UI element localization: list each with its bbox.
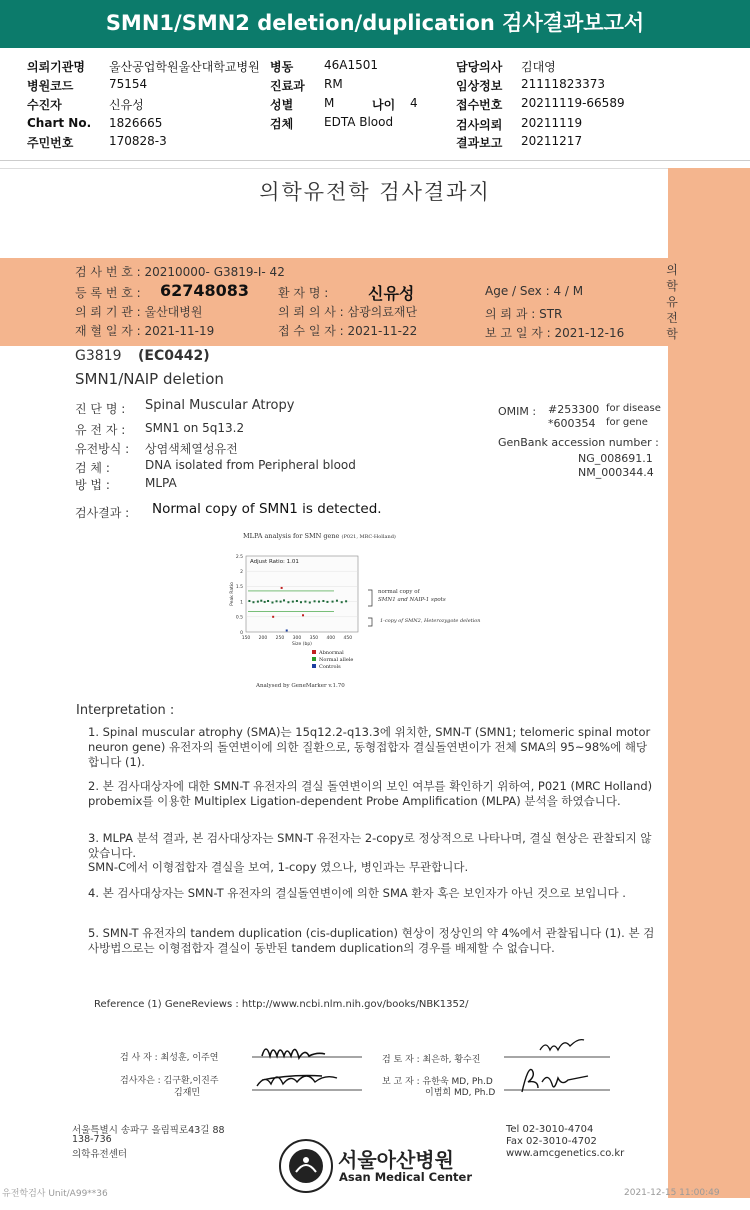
tel: Tel 02-3010-4704 [506, 1124, 594, 1135]
data-point [283, 599, 285, 601]
dx-label: 진 단 명 : [75, 402, 126, 416]
header-value: 신유성 [109, 98, 144, 112]
dept: 의 뢰 과 : STR [485, 307, 563, 321]
interp-title: Interpretation : [76, 703, 175, 718]
legend-item [312, 657, 353, 664]
address-1: 서울특별시 송파구 올림픽로43길 88 [72, 1125, 225, 1136]
figure-credit: Analysed by GeneMarker v.1.70 [256, 683, 345, 689]
y-tick-label: 1.5 [235, 585, 243, 591]
interp-para-5: 5. SMN-T 유전자의 tandem duplication (cis-duplication) 현상이 정상인의 약 4%에서 관찰됩니다 (1). 본 검사방법으로는 이형접합자 결실이 동반된 tandem duplication의 경우를 배제할 수 없습니다. [88, 926, 655, 955]
legend-swatch [312, 650, 316, 654]
adjust-ratio: Adjust Ratio: 1.01 [250, 559, 299, 565]
header-label: 임상정보 [456, 79, 503, 93]
test-code2: (EC0442) [138, 348, 210, 364]
report-banner: SMN1/SMN2 deletion/duplication 검사결과보고서 [0, 0, 750, 46]
note-normal-a: normal copy of [378, 589, 420, 595]
data-point [267, 600, 269, 602]
omim-label: OMIM : [498, 405, 537, 418]
data-point [322, 600, 324, 602]
data-point [248, 600, 250, 602]
doctor: 의 뢰 의 사 : 삼광의료재단 [278, 305, 418, 319]
data-point [304, 601, 306, 603]
figure-title-text: MLPA analysis for SMN gene [243, 532, 340, 540]
gene-value: SMN1 on 5q13.2 [145, 421, 245, 435]
reviewer: 검 토 자 : 최은하, 황수진 [382, 1055, 481, 1065]
result-value: Normal copy of SMN1 is detected. [152, 501, 382, 517]
header-label: 병원코드 [27, 79, 74, 93]
draw-date: 재 혈 일 자 : 2021-11-19 [75, 324, 215, 338]
footer-right: 2021-12-15 11:00:49 [624, 1188, 720, 1198]
x-tick-label: 300 [292, 636, 302, 641]
legend-label: Normal allele [319, 657, 354, 663]
header-label: 검사의뢰 [456, 118, 503, 132]
omim-gene: *600354 [548, 417, 596, 430]
test-name: SMN1/NAIP deletion [75, 370, 224, 388]
age-sex: Age / Sex : 4 / M [485, 284, 584, 298]
spec-label: 검 체 : [75, 461, 110, 475]
hospital-name-en: Asan Medical Center [339, 1170, 473, 1184]
interp-para-2: 2. 본 검사대상자에 대한 SMN-T 유전자의 결실 돌연변이의 보인 여부를 확인하기 위하여, P021 (MRC Holland) probemix를 이용한 Multiplex Ligation-dependent Probe Amplification (MLPA) 분석을 하였습니다. [88, 779, 653, 808]
header-value: M [324, 96, 335, 110]
header-value: 20211119 [521, 116, 583, 130]
mlpa-chart [228, 548, 363, 648]
side-label [665, 262, 679, 342]
y-tick-label: 0.5 [235, 615, 243, 621]
header-label: 수진자 [27, 98, 62, 112]
data-point [336, 600, 338, 602]
age-value: 4 [410, 96, 418, 110]
plot-area [246, 556, 358, 632]
signature-tester [232, 1028, 372, 1098]
header-label: 검체 [270, 117, 294, 131]
note-deletion: 1-copy of SMN2, Heterozygote deletion [380, 618, 481, 624]
y-tick-label: 2.5 [235, 554, 243, 560]
header-label: 결과보고 [456, 136, 503, 150]
header-separator [0, 160, 750, 161]
header-value: 46A1501 [324, 58, 379, 72]
header-label: 접수번호 [456, 98, 503, 112]
data-point [292, 601, 294, 603]
reg-label: 등 록 번 호 : [75, 286, 141, 300]
interp-para-4: 4. 본 검사대상자는 SMN-T 유전자의 결실돌연변이에 의한 SMA 환자 혹은 보인자가 아닌 것으로 보입니다 . [88, 886, 626, 900]
data-point [302, 614, 304, 616]
note-normal-b: SMN1 and NAIP-1 spots [378, 597, 446, 603]
omim-disease: #253300 [548, 403, 600, 416]
side-label-char: 유 [666, 295, 678, 309]
data-point [276, 600, 278, 602]
interp-para-3: 3. MLPA 분석 결과, 본 검사대상자는 SMN-T 유전자는 2-copy로 정상적으로 나타나며, 결실 현상은 관찰되지 않았습니다. [88, 831, 652, 860]
data-point [287, 601, 289, 603]
x-tick-label: 400 [326, 636, 336, 641]
data-point [296, 600, 298, 602]
data-point [252, 601, 254, 603]
data-point [281, 587, 283, 589]
hospital-name-kr: 서울아산병원 [338, 1148, 454, 1172]
acc-1: NG_008691.1 [578, 452, 653, 465]
data-point [332, 601, 334, 603]
asan-logo-icon [278, 1138, 334, 1194]
data-point [272, 616, 274, 618]
age-label: 나이 [372, 98, 396, 112]
data-point [326, 601, 328, 603]
x-tick-label: 450 [343, 636, 353, 641]
x-axis-label: Size (bp) [292, 642, 312, 647]
legend-label: Abnormal [319, 650, 344, 656]
data-point [264, 601, 266, 603]
omim-disease-note: for disease [606, 403, 661, 414]
inst: 의 뢰 기 관 : 울산대병원 [75, 305, 203, 319]
header-value: 울산공업학원울산대학교병원 [109, 60, 260, 74]
fax: Fax 02-3010-4702 [506, 1136, 597, 1147]
data-point [341, 601, 343, 603]
test-code: G3819 [75, 348, 122, 364]
header-label: 병동 [270, 60, 294, 74]
acc-2: NM_000344.4 [578, 466, 654, 479]
header-value: 김대영 [521, 60, 556, 74]
address-2: 138-736 [72, 1134, 112, 1145]
inh-value: 상염색체열성유전 [145, 442, 238, 456]
tester: 검 사 자 : 최성훈, 이주연 [120, 1053, 219, 1063]
legend-item [312, 650, 353, 657]
header-label: 성별 [270, 98, 294, 112]
interp-para-1: 1. Spinal muscular atrophy (SMA)는 15q12.2-q13.3에 위치한, SMN-T (SMN1; telomeric spinal motor neuron gene) 유전자의 돌연변이에 의한 질환으로, 동형접합자 결실돌연변이가 전체 SMA의 95~98%에 해당합니다 (1). [88, 725, 651, 769]
reference: Reference (1) GeneReviews : http://www.ncbi.nlm.nih.gov/books/NBK1352/ [94, 999, 469, 1010]
reporter: 보 고 자 : 유한욱 MD, Ph.D [382, 1077, 493, 1087]
y-tick-label: 1 [240, 600, 243, 606]
report-date: 보 고 일 자 : 2021-12-16 [485, 326, 625, 340]
header-value: 20211217 [521, 134, 583, 148]
legend-swatch [312, 664, 316, 668]
header-value: 1826665 [109, 116, 163, 130]
method-value: MLPA [145, 476, 177, 490]
web: www.amcgenetics.co.kr [506, 1148, 625, 1159]
footer-left: 유전학검사 Unit/A99**36 [2, 1189, 108, 1199]
data-point [300, 601, 302, 603]
data-point [345, 600, 347, 602]
side-label-char: 학 [666, 279, 678, 293]
gene-label: 유 전 자 : [75, 423, 126, 437]
data-point [271, 602, 273, 604]
header-label: 의뢰기관명 [27, 60, 85, 74]
test-number: 검 사 번 호 : 20210000- G3819-I- 42 [75, 265, 285, 279]
header-label: 진료과 [270, 79, 305, 93]
omim-gene-note: for gene [606, 417, 648, 428]
header-value: RM [324, 77, 343, 91]
data-point [280, 601, 282, 603]
figure-title [243, 532, 396, 540]
side-label-char: 학 [666, 327, 678, 341]
legend-label: Controls [319, 664, 341, 670]
patient-value: 신유성 [368, 284, 415, 303]
data-point [318, 601, 320, 603]
address-3: 의학유전센터 [72, 1149, 128, 1160]
report-title: 의학유전학 검사결과지 [259, 180, 491, 204]
interp-para-3b: SMN-C에서 이형접합자 결실을 보여, 1-copy 였으나, 병인과는 무관합니다. [88, 860, 469, 874]
x-tick-label: 250 [275, 636, 285, 641]
y-tick-label: 0 [240, 630, 243, 636]
figure-legend [312, 650, 353, 671]
x-tick-label: 150 [241, 636, 251, 641]
inh-label: 유전방식 : [75, 442, 130, 456]
tester2: 검사자은 : 김구환,이진주 [120, 1076, 219, 1086]
data-point [309, 602, 311, 604]
result-label: 검사결과 : [75, 506, 130, 520]
legend-item [312, 664, 353, 671]
data-point [260, 600, 262, 602]
side-label-char: 의 [666, 263, 678, 277]
header-label: 담당의사 [456, 60, 503, 74]
data-point [286, 629, 288, 631]
side-label-char: 전 [666, 311, 678, 325]
tester2b: 김재민 [174, 1088, 201, 1098]
dx-value: Spinal Muscular Atropy [145, 398, 295, 413]
reg-value: 62748083 [160, 281, 250, 300]
y-tick-label: 2 [240, 570, 243, 575]
legend-swatch [312, 657, 316, 661]
method-label: 방 법 : [75, 478, 110, 492]
data-point [314, 600, 316, 602]
reporter2: 이범희 MD, Ph.D [425, 1088, 496, 1098]
data-point [257, 601, 259, 603]
header-value: 21111823373 [521, 77, 605, 91]
signature-reviewer [500, 1032, 620, 1102]
header-value: 20211119-66589 [521, 96, 625, 110]
x-tick-label: 200 [258, 636, 268, 641]
header-value: 75154 [109, 77, 148, 91]
x-tick-label: 350 [309, 636, 319, 641]
genbank-label: GenBank accession number : [498, 436, 659, 449]
y-axis-label: Peak Ratio [230, 582, 235, 606]
figure-brackets [362, 588, 382, 628]
header-value: EDTA Blood [324, 115, 394, 129]
figure-title-small: (P021, MRC-Holland) [341, 534, 396, 540]
banner-divider [0, 46, 750, 48]
header-value: 170828-3 [109, 134, 167, 148]
patient-label: 환 자 명 : [278, 286, 329, 300]
header-label: Chart No. [27, 116, 92, 130]
spec-value: DNA isolated from Peripheral blood [145, 458, 356, 472]
recv-date: 접 수 일 자 : 2021-11-22 [278, 324, 418, 338]
header-label: 주민번호 [27, 136, 74, 150]
